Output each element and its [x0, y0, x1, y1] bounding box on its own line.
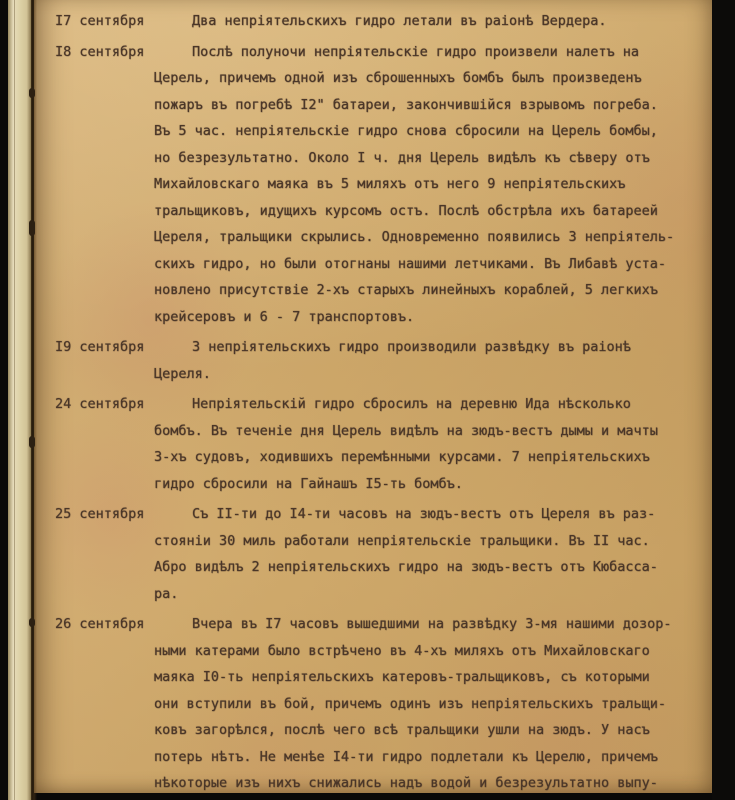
text-line: нѣкоторые изъ нихъ снижались надъ водой и безрезультатно выпу- — [154, 775, 658, 791]
text-line: маяка I0-ть непріятельскихъ катеровъ-тральщиковъ, съ которыми — [154, 669, 650, 685]
scan-bottom-edge — [34, 793, 712, 800]
entry-text — [154, 334, 712, 387]
entry-date: 24 сентября — [55, 396, 145, 412]
journal-entry — [55, 334, 712, 387]
page-edge-strip — [8, 0, 32, 800]
text-line: ра. — [154, 585, 179, 602]
entry-date: 25 сентября — [55, 506, 145, 522]
text-line: Непріятельскій гидро сбросилъ на деревню Ида нѣсколько — [192, 396, 631, 412]
journal-entry — [55, 501, 712, 607]
entry-text — [154, 8, 712, 35]
text-line: но безрезультатно. Около I ч. дня Церель видѣлъ къ сѣверу отъ — [154, 149, 650, 166]
text-line: новлено присутствіе 2-хъ старыхъ линейныхъ кораблей, 5 легкихъ — [154, 282, 658, 298]
binding-nick-mark — [29, 88, 35, 98]
text-line: стояніи 30 миль работали непріятельскіе тральщики. Въ II час. — [154, 532, 650, 549]
text-line: Церель, причемъ одной изъ сброшенныхъ бомбъ былъ произведенъ — [154, 70, 642, 86]
binding-nick-mark — [29, 220, 35, 236]
text-line: ковъ загорѣлся, послѣ чего всѣ тральщики ушли на зюдъ. У насъ — [154, 722, 650, 738]
journal-entry — [55, 39, 712, 331]
text-line: скихъ гидро, но были отогнаны нашими летчиками. Въ Либавѣ уста- — [154, 255, 667, 272]
entry-text — [154, 611, 712, 797]
text-line: 3 непріятельскихъ гидро производили развѣдку въ раіонѣ — [192, 339, 631, 355]
text-line: потерь нѣтъ. Не менѣе I4-ти гидро подлетали къ Церелю, причемъ — [154, 748, 658, 765]
text-line: Въ 5 час. непріятельскіе гидро снова сбросили на Церель бомбы, — [154, 123, 658, 139]
text-line: 3-хъ судовъ, ходившихъ перемѣнными курсами. 7 непріятельскихъ — [154, 449, 650, 465]
entry-text — [154, 391, 712, 497]
entry-date: I8 сентября — [55, 43, 145, 60]
scan-right-margin — [712, 0, 735, 800]
text-line: Вчера въ I7 часовъ вышедшими на развѣдку 3-мя нашими дозор- — [192, 616, 672, 632]
text-line: Абро видѣлъ 2 непріятельскихъ гидро на зюдъ-вестъ отъ Кюбасса- — [154, 559, 658, 575]
journal-entry — [55, 391, 712, 497]
text-line: Два непріятельскихъ гидро летали въ раіонѣ Вердера. — [192, 13, 607, 29]
binding-nick-mark — [29, 618, 35, 627]
entry-text — [154, 501, 712, 607]
binding-crease — [31, 0, 37, 800]
text-line: Цереля. — [154, 365, 211, 382]
text-line: бомбъ. Въ теченіе дня Церель видѣлъ на зюдъ-вестъ дымы и мачты — [154, 422, 658, 439]
text-line: Съ II-ти до I4-ти часовъ на зюдъ-вестъ отъ Цереля въ раз- — [192, 506, 656, 522]
text-line: пожаръ въ погребѣ I2" батареи, закончившійся взрывомъ погреба. — [154, 96, 658, 113]
text-line: крейсеровъ и 6 - 7 транспортовъ. — [154, 308, 415, 325]
journal-entry — [55, 8, 712, 35]
journal-entry — [55, 611, 712, 797]
binding-nick-mark — [29, 436, 35, 448]
entry-date: 26 сентября — [55, 616, 145, 632]
text-line: они вступили въ бой, причемъ одинъ изъ непріятельскихъ тральщи- — [154, 695, 667, 712]
entry-date: I7 сентября — [55, 13, 145, 29]
underlying-page-edge-line — [14, 0, 15, 800]
scan-left-margin — [0, 0, 8, 800]
entry-date: I9 сентября — [55, 339, 145, 355]
text-line: Цереля, тральщики скрылись. Одновременно появились 3 непріятель- — [154, 229, 675, 245]
text-line: Послѣ полуночи непріятельскіе гидро произвели налетъ на — [192, 43, 640, 60]
journal-entries — [34, 0, 712, 797]
text-line: гидро сбросили на Гайнашъ I5-ть бомбъ. — [154, 475, 463, 492]
text-line: Михайловскаго маяка въ 5 миляхъ отъ него 9 непріятельскихъ — [154, 176, 626, 192]
entry-text — [154, 39, 712, 331]
text-line: ными катерами было встрѣчено въ 4-хъ миляхъ отъ Михайловскаго — [154, 642, 650, 659]
text-line: тральщиковъ, идущихъ курсомъ остъ. Послѣ обстрѣла ихъ батареей — [154, 202, 658, 219]
document-page — [34, 0, 712, 793]
